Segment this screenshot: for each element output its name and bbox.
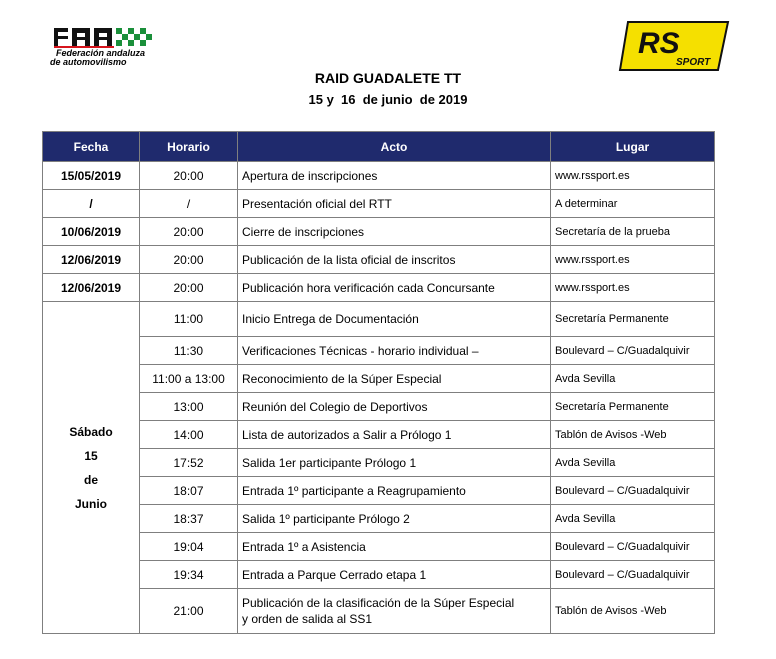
table-row bbox=[43, 421, 715, 449]
table-row bbox=[43, 162, 715, 190]
schedule-table bbox=[42, 131, 715, 634]
cell-acto: Entrada 1º participante a Reagrupamiento bbox=[238, 477, 551, 505]
table-row bbox=[43, 302, 715, 337]
cell-lugar: Secretaría Permanente bbox=[551, 302, 715, 337]
cell-lugar: Tablón de Avisos -Web bbox=[551, 589, 715, 634]
header-fecha: Fecha bbox=[43, 132, 140, 162]
cell-acto: Apertura de inscripciones bbox=[238, 162, 551, 190]
cell-horario: 18:37 bbox=[140, 505, 238, 533]
cell-horario: 17:52 bbox=[140, 449, 238, 477]
day-cell bbox=[43, 302, 140, 634]
rs-sport-logo bbox=[618, 20, 730, 72]
faa-logo-line1: Federación andaluza bbox=[56, 48, 146, 58]
day-de: de bbox=[83, 472, 98, 487]
cell-acto: Publicación hora verificación cada Concursante bbox=[238, 274, 551, 302]
cell-acto-line1: Publicación de la clasificación de la Súper Especial bbox=[242, 596, 515, 610]
cell-horario: 19:04 bbox=[140, 533, 238, 561]
cell-lugar: Avda Sevilla bbox=[551, 505, 715, 533]
cell-acto: Inicio Entrega de Documentación bbox=[238, 302, 551, 337]
table-row bbox=[43, 246, 715, 274]
table-row bbox=[43, 365, 715, 393]
table-row bbox=[43, 477, 715, 505]
cell-fecha: / bbox=[43, 190, 140, 218]
cell-lugar: www.rssport.es bbox=[551, 246, 715, 274]
header-acto: Acto bbox=[238, 132, 551, 162]
rs-logo-sub: SPORT bbox=[676, 57, 711, 68]
table-row bbox=[43, 218, 715, 246]
faa-letters-icon bbox=[54, 28, 114, 48]
cell-acto-line2: y orden de salida al SS1 bbox=[242, 612, 373, 626]
cell-lugar: A determinar bbox=[551, 190, 715, 218]
cell-acto: Presentación oficial del RTT bbox=[238, 190, 551, 218]
cell-lugar: Tablón de Avisos -Web bbox=[551, 421, 715, 449]
table-row bbox=[43, 561, 715, 589]
table-row bbox=[43, 589, 715, 634]
cell-fecha: 12/06/2019 bbox=[43, 246, 140, 274]
page-subtitle: 15 y 16 de junio de 2019 bbox=[308, 92, 468, 107]
table-row bbox=[43, 274, 715, 302]
cell-acto: Entrada 1º a Asistencia bbox=[238, 533, 551, 561]
cell-acto: Salida 1er participante Prólogo 1 bbox=[238, 449, 551, 477]
cell-horario: 21:00 bbox=[140, 589, 238, 634]
cell-lugar: Secretaría de la prueba bbox=[551, 218, 715, 246]
cell-acto: Lista de autorizados a Salir a Prólogo 1 bbox=[238, 421, 551, 449]
day-number: 15 bbox=[84, 448, 98, 463]
cell-acto: Entrada a Parque Cerrado etapa 1 bbox=[238, 561, 551, 589]
table-row bbox=[43, 533, 715, 561]
cell-horario: / bbox=[140, 190, 238, 218]
table-header-row bbox=[43, 132, 715, 162]
cell-horario: 20:00 bbox=[140, 162, 238, 190]
day-month: Junio bbox=[75, 496, 107, 511]
cell-horario: 20:00 bbox=[140, 274, 238, 302]
table-row bbox=[43, 190, 715, 218]
day-name: Sábado bbox=[69, 424, 113, 439]
cell-acto: Reunión del Colegio de Deportivos bbox=[238, 393, 551, 421]
cell-fecha: 10/06/2019 bbox=[43, 218, 140, 246]
cell-acto: Publicación de la lista oficial de inscritos bbox=[238, 246, 551, 274]
cell-lugar: Boulevard – C/Guadalquivir bbox=[551, 337, 715, 365]
cell-horario: 11:00 bbox=[140, 302, 238, 337]
page-title: RAID GUADALETE TT bbox=[314, 70, 462, 86]
table-row bbox=[43, 505, 715, 533]
cell-lugar: www.rssport.es bbox=[551, 162, 715, 190]
cell-lugar: Secretaría Permanente bbox=[551, 393, 715, 421]
cell-lugar: Avda Sevilla bbox=[551, 365, 715, 393]
checkered-flag-icon bbox=[116, 28, 152, 46]
cell-lugar: Avda Sevilla bbox=[551, 449, 715, 477]
cell-horario: 11:00 a 13:00 bbox=[140, 365, 238, 393]
cell-lugar: Boulevard – C/Guadalquivir bbox=[551, 533, 715, 561]
cell-acto: Cierre de inscripciones bbox=[238, 218, 551, 246]
header-lugar: Lugar bbox=[551, 132, 715, 162]
cell-horario: 13:00 bbox=[140, 393, 238, 421]
cell-horario: 11:30 bbox=[140, 337, 238, 365]
cell-fecha: 12/06/2019 bbox=[43, 274, 140, 302]
cell-horario: 19:34 bbox=[140, 561, 238, 589]
cell-acto bbox=[238, 589, 551, 634]
cell-lugar: www.rssport.es bbox=[551, 274, 715, 302]
table-row bbox=[43, 449, 715, 477]
cell-lugar: Boulevard – C/Guadalquivir bbox=[551, 561, 715, 589]
cell-lugar: Boulevard – C/Guadalquivir bbox=[551, 477, 715, 505]
faa-logo-line2: de automovilismo bbox=[50, 57, 127, 66]
cell-horario: 20:00 bbox=[140, 246, 238, 274]
rs-logo-text: RS bbox=[638, 27, 680, 60]
table-row bbox=[43, 337, 715, 365]
faa-logo bbox=[48, 24, 208, 66]
header-horario: Horario bbox=[140, 132, 238, 162]
cell-fecha: 15/05/2019 bbox=[43, 162, 140, 190]
cell-acto: Verificaciones Técnicas - horario individual – bbox=[238, 337, 551, 365]
cell-acto: Salida 1º participante Prólogo 2 bbox=[238, 505, 551, 533]
cell-horario: 14:00 bbox=[140, 421, 238, 449]
cell-horario: 18:07 bbox=[140, 477, 238, 505]
cell-horario: 20:00 bbox=[140, 218, 238, 246]
cell-acto: Reconocimiento de la Súper Especial bbox=[238, 365, 551, 393]
table-row bbox=[43, 393, 715, 421]
